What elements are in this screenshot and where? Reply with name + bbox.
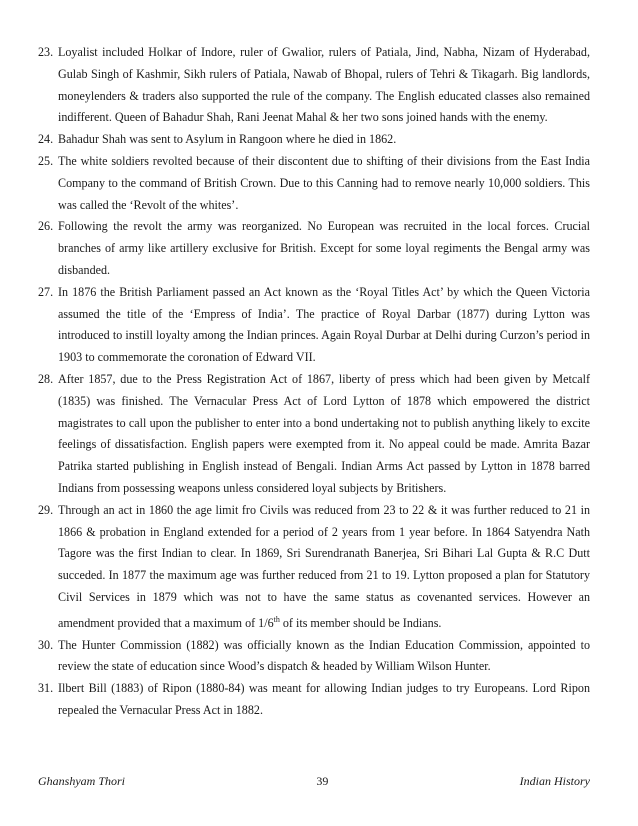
item-number: 25. — [38, 153, 54, 168]
list-item — [38, 635, 590, 679]
item-number: 31. — [38, 681, 54, 696]
page-number: 39 — [316, 774, 329, 788]
list-item — [38, 216, 590, 281]
list-item — [38, 42, 590, 129]
item-number: 23. — [38, 45, 54, 59]
list-item — [38, 678, 590, 722]
footer-author: Ghanshyam Thori — [38, 774, 126, 788]
item-number: 24. — [38, 132, 54, 147]
item-text: The white soldiers revolted because of their discontent due to shifting of their divisions from the East India Company to the command of British Crown. Due to this Canning had to remove nearly 10,000 soldiers. This was called the ‘Revolt of the whites’. — [58, 153, 590, 212]
item-text: After 1857, due to the Press Registration Act of 1867, liberty of press which had been given by Metcalf (1835) was finished. The Vernacular Press Act of Lord Lytton of 1878 which empowered the district magistrates to call upon the publisher to enter into a bond undertaking not to publish anything likely to excite feelings of dissatisfaction. English papers were exempted from it. No appeal could be made. Amrita Bazar Patrika started publishing in English instead of Bengali. Indian Arms Act passed by Lytton in 1878 barred Indians from possessing weapons unless considered loyal subjects by Britishers. — [58, 371, 590, 495]
list-item — [38, 500, 590, 635]
item-number: 26. — [38, 219, 54, 234]
numbered-list — [38, 42, 590, 722]
item-text — [58, 500, 590, 635]
item-text: Loyalist included Holkar of Indore, ruler of Gwalior, rulers of Patiala, Jind, Nabha, Nizam of Hyderabad, Gulab Singh of Kashmir, Sikh rulers of Patiala, Nawab of Bhopal, rulers of Tehri & Tikagarh. Big landlords, moneylenders & traders also supported the rule of the company. The English educated classes also remained indifferent. Queen of Bahadur Shah, Rani Jeenat Mahal & her two sons joined hands with the enemy. — [58, 45, 590, 125]
item-text: Bahadur Shah was sent to Asylum in Rangoon where he died in 1862. — [58, 132, 397, 147]
item-number: 30. — [38, 637, 54, 652]
item-number: 28. — [38, 371, 54, 386]
item-number: 27. — [38, 284, 54, 299]
superscript: th — [273, 614, 280, 624]
page-footer — [38, 774, 590, 789]
item-text-part: Through an act in 1860 the age limit fro Civils was reduced from 23 to 22 & it was further reduced to 21 in 1866 & probation in England extended for a period of 2 years from 1 year before. In 1864 Satyendra Nath Tagore was the first Indian to clear. In 1869, Sri Surendranath Banerjea, Sri Bihari Lal Gupta & R.C Dutt succeded. In 1877 the maximum age was further reduced from 21 to 19. Lytton proposed a plan for Statutory Civil Services in 1879 which was not to have the same status as covenanted services. However an amendment provided that a maximum of 1/6 — [58, 502, 590, 630]
item-text: Following the revolt the army was reorganized. No European was recruited in the local forces. Crucial branches of army like artillery exclusive for British. Except for some loyal regiments the Bengal army was disbanded. — [58, 219, 590, 277]
list-item — [38, 129, 590, 151]
item-text: In 1876 the British Parliament passed an Act known as the ‘Royal Titles Act’ by which the Queen Victoria assumed the title of the ‘Empress of India’. The practice of Royal Darbar (1877) during Lytton was introduced to instill loyalty among the Indian princes. Again Royal Durbar at Delhi during Curzon’s period in 1903 to commemorate the coronation of Edward VII. — [58, 284, 590, 365]
list-item — [38, 282, 590, 369]
item-text: The Hunter Commission (1882) was officially known as the Indian Education Commission, appointed to review the state of education since Wood’s dispatch & headed by William Wilson Hunter. — [58, 637, 590, 674]
list-item — [38, 151, 590, 216]
item-text: Ilbert Bill (1883) of Ripon (1880-84) was meant for allowing Indian judges to try Europeans. Lord Ripon repealed the Vernacular Press Act in 1882. — [58, 681, 590, 717]
item-text-part: of its member should be Indians. — [279, 615, 442, 630]
list-item — [38, 369, 590, 500]
item-number: 29. — [38, 502, 54, 517]
footer-subject: Indian History — [519, 774, 590, 788]
